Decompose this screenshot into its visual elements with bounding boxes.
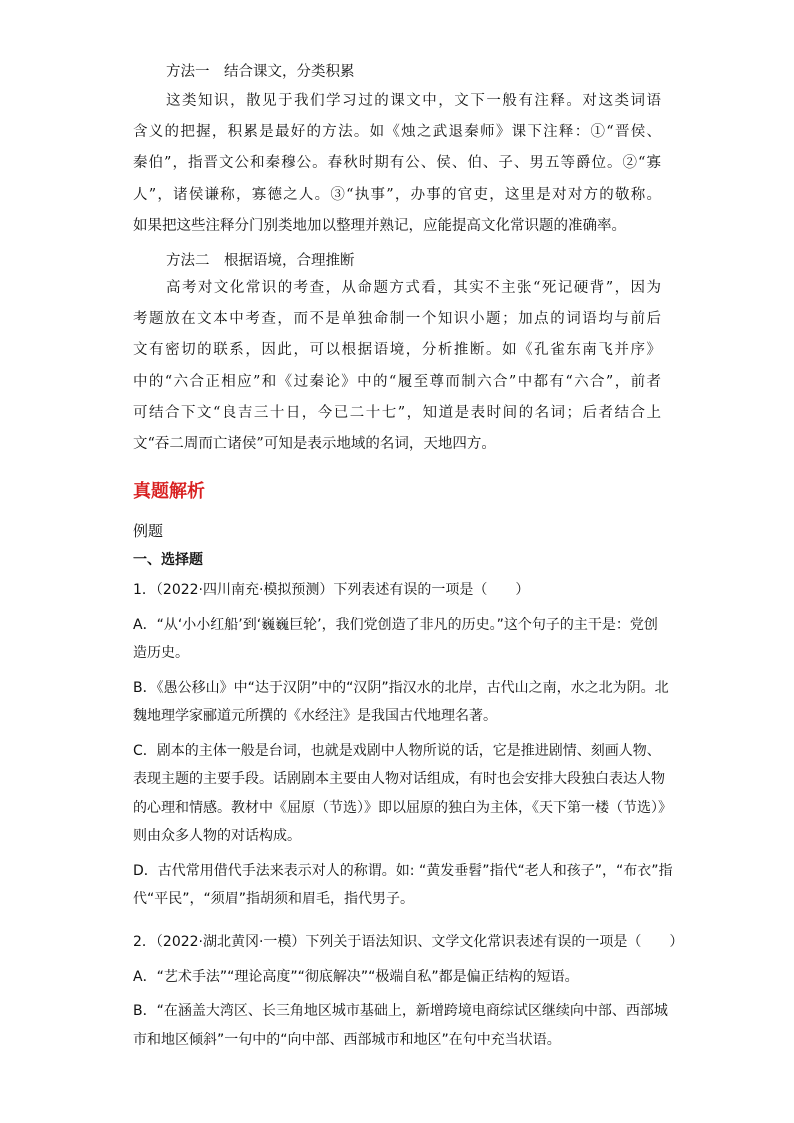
question-2	[133, 928, 684, 1054]
question-1	[133, 576, 673, 914]
question-stem: 1．（2022·四川南充·模拟预测）下列表述有误的一项是（ ）	[133, 582, 530, 598]
option-b-line: B．《愚公移山》中“达于汉阴”中的“汉阴”指汉水的北岸，古代山之南，水之北为阴。北	[133, 679, 669, 696]
method-two-paragraph	[133, 273, 661, 460]
option-c-line: 表现主题的主要手段。话剧剧本主要由人物对话组成，有时也会安排大段独白表达人物	[133, 771, 665, 787]
option-a-line: 造历史。	[133, 645, 189, 661]
section-heading: 真题解析	[133, 481, 205, 502]
paragraph-line: 如果把这些注释分门别类地加以整理并熟记，应能提高文化常识题的准确率。	[133, 217, 626, 234]
paragraph-line: 这类知识，散见于我们学习过的课文中，文下一般有注释。对这类词语	[166, 93, 661, 109]
paragraph-line: 人”，诸侯谦称，寡德之人。③“执事”，办事的官吏，这里是对对方的敬称。	[133, 186, 661, 203]
method-one-paragraph	[133, 86, 661, 242]
option-c-line: C．剧本的主体一般是台词，也就是戏剧中人物所说的话，它是推进剧情、刻画人物、	[133, 742, 661, 759]
option-b-line: B．“在涵盖大湾区、长三角地区城市基础上，新增跨境电商综试区继续向中部、西部城	[133, 1003, 668, 1019]
part-title: 一、选择题	[133, 552, 203, 568]
option-b-line: 市和地区倾斜”一句中的“向中部、西部城市和地区”在句中充当状语。	[133, 1031, 561, 1048]
paragraph-line: 文有密切的联系，因此，可以根据语境，分析推断。如《孔雀东南飞并序》	[133, 342, 661, 359]
paragraph-line: 中的“六合正相应”和《过秦论》中的“履至尊而制六合”中都有“六合”，前者	[133, 373, 661, 390]
option-a-line: A．“艺术手法”“理论高度”“彻底解决”“极端自私”都是偏正结构的短语。	[133, 968, 579, 985]
option-d-line: 代“平民”，“须眉”指胡须和眉毛，指代男子。	[133, 891, 415, 907]
option-d-line: D．古代常用借代手法来表示对人的称谓。如: “黄发垂髫”指代“老人和孩子”，“布衣”指	[133, 862, 673, 879]
example-label: 例题	[133, 522, 164, 540]
question-stem: 2．（2022·湖北黄冈·一模）下列关于语法知识、文学文化常识表述有误的一项是（ ）	[133, 934, 684, 950]
option-c-line: 则由众多人物的对话构成。	[133, 828, 301, 844]
paragraph-line: 可结合下文“良吉三十日，今已二十七”，知道是表时间的名词；后者结合上	[133, 404, 661, 421]
method-two-title: 方法二 根据语境，合理推断	[166, 253, 355, 269]
paragraph-line: 考题放在文本中考查，而不是单独命制一个知识小题；加点的词语均与前后	[133, 311, 661, 328]
paragraph-line: 文“吞二周而亡诸侯”可知是表示地域的名词，天地四方。	[133, 435, 496, 452]
option-a-line: A．“从‘小小红船’到‘巍巍巨轮’，我们党创造了非凡的历史。”这个句子的主干是：党创	[133, 616, 658, 633]
option-c-line: 的心理和情感。教材中《屈原（节选）》即以屈原的独白为主体，《天下第一楼（节选）》	[133, 799, 672, 816]
method-one-title: 方法一 结合课文，分类积累	[166, 64, 355, 80]
paragraph-line: 含义的把握，积累是最好的方法。如《烛之武退秦师》课下注释：①“晋侯、	[133, 124, 661, 141]
option-b-line: 魏地理学家郦道元所撰的《水经注》是我国古代地理名著。	[133, 708, 497, 724]
paragraph-line: 秦伯”，指晋文公和秦穆公。春秋时期有公、侯、伯、子、男五等爵位。②“寡	[133, 155, 661, 172]
paragraph-line: 高考对文化常识的考查，从命题方式看，其实不主张“死记硬背”，因为	[166, 280, 661, 296]
